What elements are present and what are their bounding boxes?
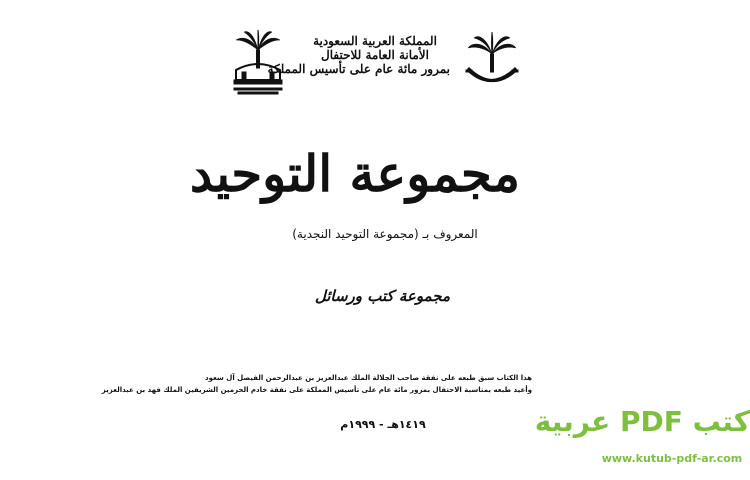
institution-header	[267, 34, 450, 76]
book-subtitle: المعروف بـ (مجموعة التوحيد النجدية)	[292, 227, 478, 241]
saudi-palm-swords-emblem-icon	[462, 30, 522, 92]
watermark-site-url[interactable]: www.kutub-pdf-ar.com	[601, 452, 743, 465]
print-history-line-1: هذا الكتاب سبق طبعه على نفقة صاحب الجلالة الملك عبدالعزيز بن عبدالرحمن الفيصل آل سعود	[205, 374, 532, 382]
header-line-secretariat: الأمانة العامة للاحتفال	[321, 48, 429, 62]
print-history-line-2: وأعيد طبعه بمناسبة الاحتفال بمرور مائة عام على تأسيس المملكة على نفقة خادم الحرمين الشريفين الملك فهد بن عبدالعزيز	[101, 386, 532, 394]
watermark-site-title: كتب PDF عربية	[534, 405, 750, 438]
header-line-kingdom: المملكة العربية السعودية	[313, 34, 437, 48]
header-line-centennial: بمرور مائة عام على تأسيس المملكة	[267, 62, 450, 76]
print-history-note	[101, 372, 532, 396]
book-title: مجموعة التوحيد	[189, 144, 520, 203]
publication-date: ١٤١٩هـ - ١٩٩٩م	[340, 418, 426, 431]
collection-label: مجموعة كتب ورسائل	[314, 287, 450, 305]
